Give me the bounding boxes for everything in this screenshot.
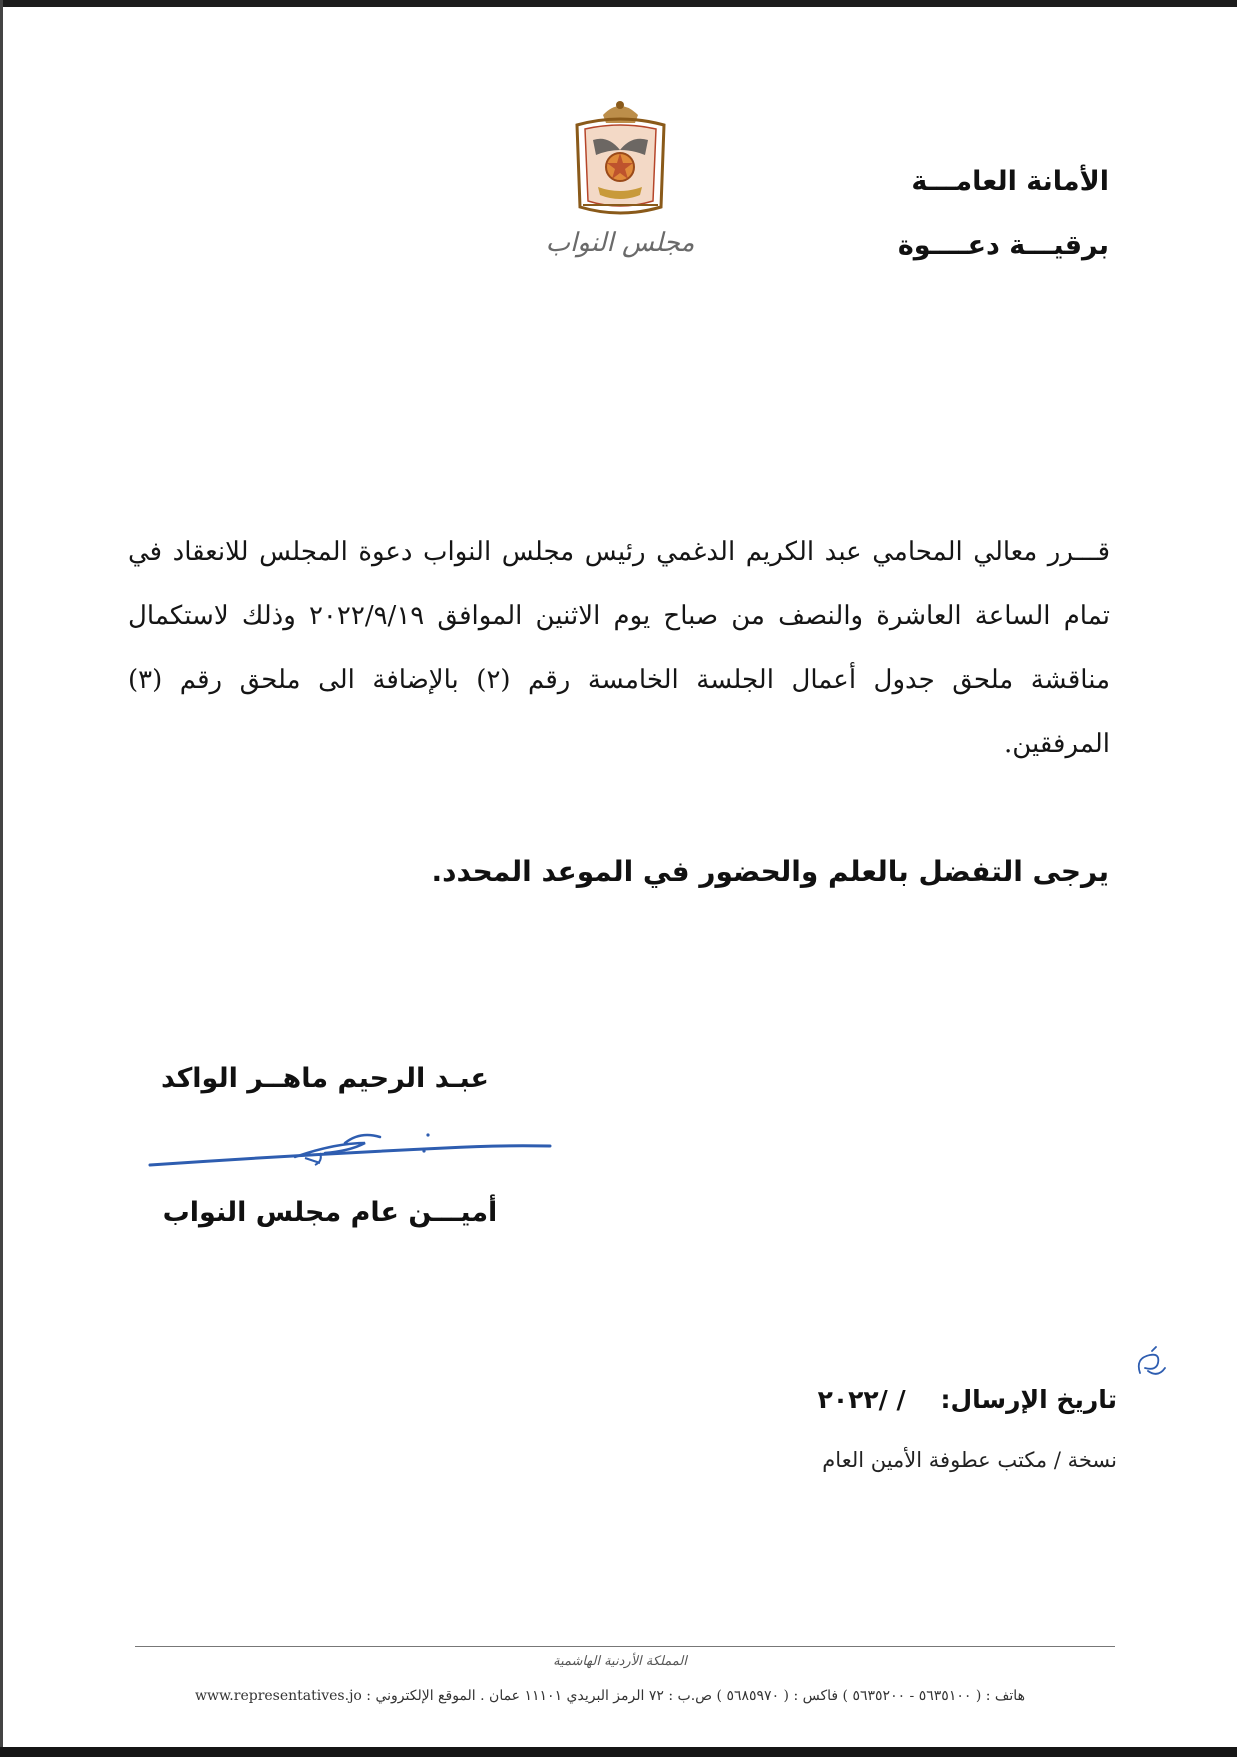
footer-contact-details: هاتف : ( ٥٦٣٥١٠٠ - ٥٦٣٥٢٠٠ ) فاكس : ( ٥٦٨٥٩٧٠ ) ص.ب : ٧٢ الرمز البريدي ١١١٠١ عمان . الموقع الإلكتروني :	[366, 1688, 1025, 1704]
footer-website-link[interactable]: www.representatives.jo	[195, 1688, 362, 1704]
send-date-value: / /٢٠٢٢	[817, 1385, 906, 1414]
invitation-paragraph: قـــرر معالي المحامي عبد الكريم الدغمي رئيس مجلس النواب دعوة المجلس للانعقاد في تمام الساعة العاشرة والنصف من صباح يوم الاثنين الموافق ٢٠٢٢/٩/١٩ وذلك لاستكمال مناقشة ملحق جدول أعمال الجلسة الخامسة رقم (٢) بالإضافة الى ملحق رقم (٣) المرفقين.	[128, 537, 1110, 759]
copy-to-line: نسخة / مكتب عطوفة الأمين العام	[822, 1448, 1117, 1472]
footer-contacts	[135, 1688, 1085, 1704]
attendance-request: يرجى التفضل بالعلم والحضور في الموعد المحدد.	[431, 855, 1109, 888]
footer-kingdom-title: المملكة الأردنية الهاشمية	[553, 1654, 687, 1669]
scan-left-edge	[0, 0, 3, 1757]
council-logotype: مجلس النواب	[545, 228, 695, 258]
scan-bottom-edge	[0, 1747, 1237, 1757]
handwritten-initials	[1130, 1343, 1170, 1388]
scan-top-edge	[0, 0, 1237, 7]
signer-name: عبـد الرحيم ماهــر الواكد	[160, 1063, 490, 1094]
document-type-label: برقيـــة دعــــوة	[897, 230, 1109, 261]
send-date-label: تاريخ الإرسال:	[940, 1385, 1117, 1414]
footer-divider	[135, 1646, 1115, 1647]
royal-emblem-icon	[563, 95, 678, 220]
letter-header	[898, 160, 1109, 288]
department-label: الأمانة العامـــة	[911, 166, 1109, 197]
handwritten-signature	[145, 1113, 555, 1178]
send-date	[818, 1385, 1117, 1414]
signer-title: أميـــن عام مجلس النواب	[162, 1197, 498, 1228]
